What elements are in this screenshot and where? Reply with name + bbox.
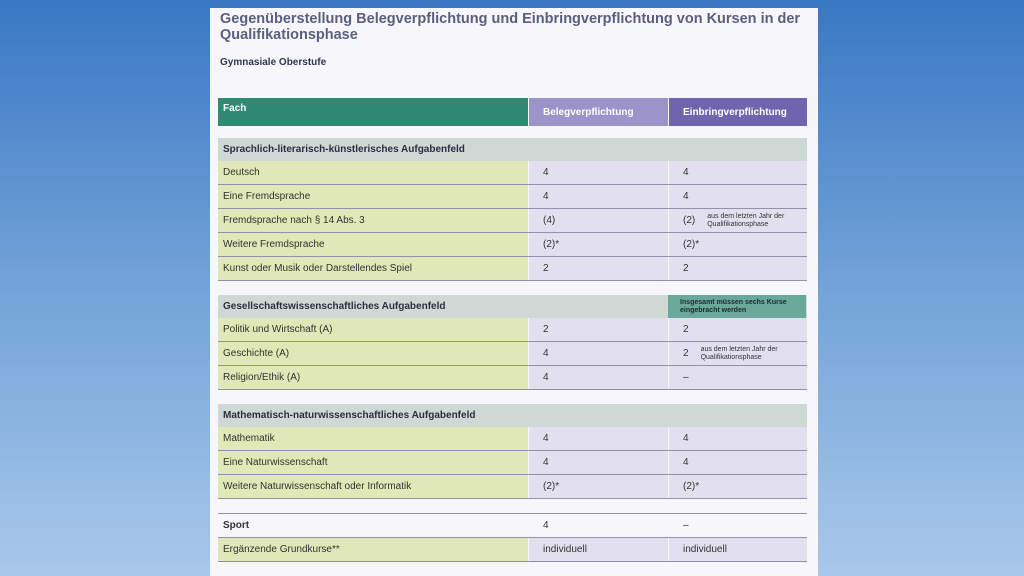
einbring-value: – [683,372,689,383]
einbring-cell [669,161,807,184]
comparison-table [218,98,807,562]
einbring-cell [669,185,807,208]
section-title: Gesellschaftswissenschaftliches Aufgabenfeld [218,295,667,318]
table-row [218,451,807,475]
einbring-cell [669,451,807,474]
einbring-cell [669,475,807,498]
subject-cell: Mathematik [218,427,528,450]
einbring-value: (2)* [683,481,700,492]
subject-cell: Weitere Naturwissenschaft oder Informatik [218,475,528,498]
einbring-value: 4 [683,191,689,202]
einbring-value: 2 [683,348,689,359]
table-row [218,185,807,209]
beleg-cell: individuell [529,538,668,561]
subject-cell: Kunst oder Musik oder Darstellendes Spiel [218,257,528,280]
document-subtitle: Gymnasiale Oberstufe [220,57,327,68]
table-row-sport [218,513,807,538]
einbring-value: 4 [683,167,689,178]
section-header [218,404,807,427]
document-title: Gegenüberstellung Belegverpflichtung und Einbringverpflichtung von Kursen in der Qualifikationsphase [220,11,801,43]
beleg-cell: 4 [529,161,668,184]
document-page [210,8,818,576]
beleg-cell: (4) [529,209,668,232]
section-header [218,138,807,161]
beleg-cell: 4 [529,451,668,474]
einbring-note: aus dem letzten Jahr der Qualifikationsphase [700,345,778,361]
einbring-value: (2) [683,215,696,226]
table-row [218,209,807,233]
einbring-cell [669,318,807,341]
einbring-cell [669,342,807,365]
table-header [218,98,807,126]
beleg-cell: 4 [529,514,668,537]
subject-cell: Eine Naturwissenschaft [218,451,528,474]
einbring-cell [669,233,807,256]
table-row-ergaenzende [218,538,807,562]
einbring-cell [669,366,807,389]
einbring-value: 4 [683,457,689,468]
section-note: Insgesamt müssen sechs Kurse eingebracht werden [668,295,806,318]
table-row [218,233,807,257]
table-row [218,475,807,499]
beleg-cell: (2)* [529,475,668,498]
section-header [218,295,807,318]
header-belegverpflichtung: Belegverpflichtung [529,98,668,126]
einbring-cell: individuell [669,538,807,561]
subject-cell: Religion/Ethik (A) [218,366,528,389]
beleg-cell: 4 [529,366,668,389]
section-title: Sprachlich-literarisch-künstlerisches Aufgabenfeld [218,138,807,161]
subject-cell: Ergänzende Grundkurse** [218,538,528,561]
beleg-cell: (2)* [529,233,668,256]
einbring-cell [669,257,807,280]
header-einbringverpflichtung: Einbringverpflichtung [669,98,807,126]
einbring-cell: – [669,514,807,537]
header-fach: Fach [218,98,528,126]
einbring-value: 4 [683,433,689,444]
table-row [218,427,807,451]
subject-cell: Eine Fremdsprache [218,185,528,208]
subject-cell: Deutsch [218,161,528,184]
einbring-cell [669,427,807,450]
einbring-cell [669,209,807,232]
beleg-cell: 2 [529,257,668,280]
subject-cell: Fremdsprache nach § 14 Abs. 3 [218,209,528,232]
einbring-note: aus dem letzten Jahr der Qualifikationsphase [707,212,785,228]
subject-cell: Geschichte (A) [218,342,528,365]
section-title: Mathematisch-naturwissenschaftliches Aufgabenfeld [218,404,807,427]
subject-cell: Sport [218,514,528,537]
table-row [218,257,807,281]
subject-cell: Politik und Wirtschaft (A) [218,318,528,341]
einbring-value: (2)* [683,239,700,250]
table-row [218,161,807,185]
einbring-value: 2 [683,324,689,335]
beleg-cell: 4 [529,185,668,208]
table-row [218,366,807,390]
table-row [218,342,807,366]
table-row [218,318,807,342]
beleg-cell: 4 [529,342,668,365]
einbring-value: 2 [683,263,689,274]
beleg-cell: 2 [529,318,668,341]
subject-cell: Weitere Fremdsprache [218,233,528,256]
beleg-cell: 4 [529,427,668,450]
